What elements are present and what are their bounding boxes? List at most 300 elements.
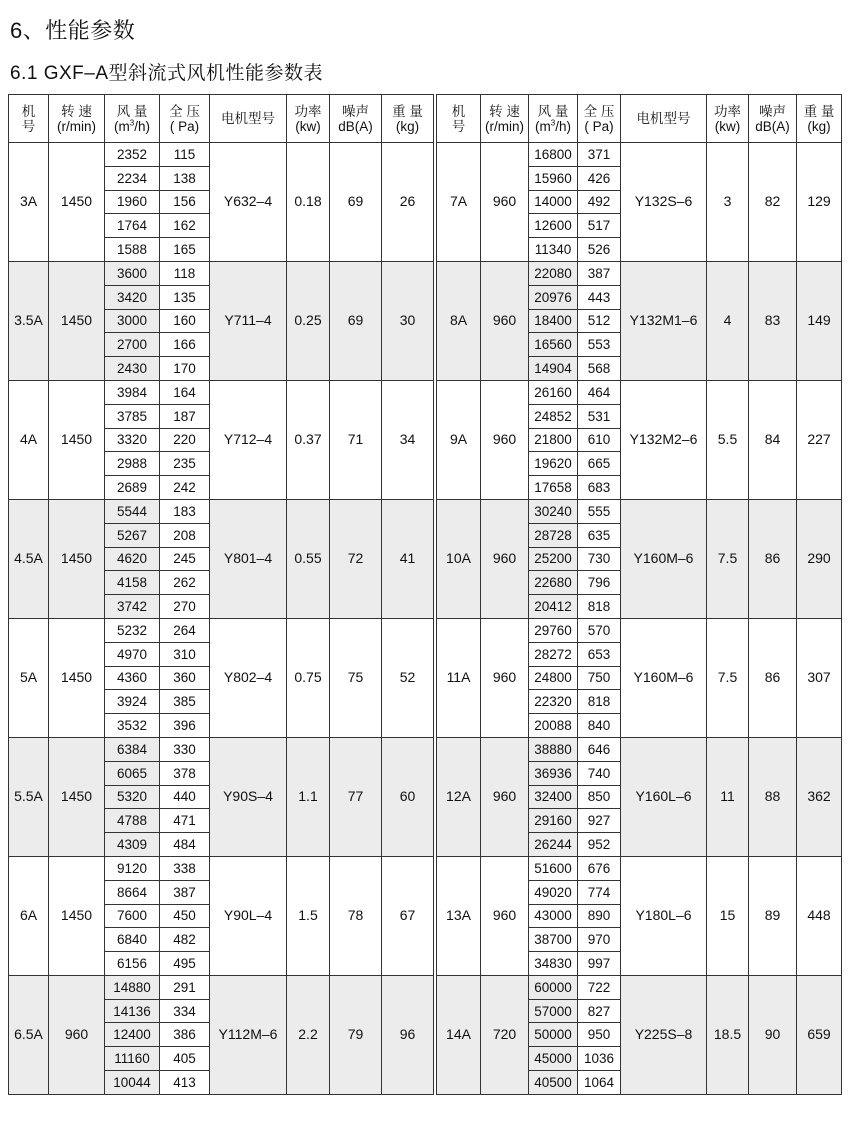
cell-airflow: 18400 — [529, 309, 578, 333]
cell-pressure: 676 — [578, 856, 621, 880]
cell-motor: Y160M–6 — [621, 499, 707, 618]
cell-speed: 1450 — [49, 618, 105, 737]
header-weight-line2: (kg) — [395, 118, 420, 134]
cell-airflow: 3320 — [105, 428, 160, 452]
cell-motor: Y225S–8 — [621, 975, 707, 1094]
header-speed-line2: (r/min) — [485, 118, 524, 134]
cell-pressure: 570 — [578, 618, 621, 642]
header-airflow-unit-a: (m — [114, 118, 130, 134]
header-model-line1: 机 — [21, 103, 36, 119]
cell-pressure: 338 — [160, 856, 210, 880]
cell-airflow: 30240 — [529, 499, 578, 523]
header-airflow-unit-b: /h) — [555, 118, 571, 134]
cell-pressure: 1036 — [578, 1047, 621, 1071]
cell-noise: 83 — [749, 261, 797, 380]
cell-airflow: 26244 — [529, 833, 578, 857]
cell-airflow: 3984 — [105, 380, 160, 404]
cell-airflow: 34830 — [529, 952, 578, 976]
header-pressure — [160, 95, 210, 143]
cell-airflow: 60000 — [529, 975, 578, 999]
cell-airflow: 5267 — [105, 523, 160, 547]
cell-airflow: 2988 — [105, 452, 160, 476]
cell-airflow: 38880 — [529, 737, 578, 761]
table-row — [437, 618, 842, 642]
cell-motor: Y711–4 — [210, 261, 287, 380]
cell-airflow: 32400 — [529, 785, 578, 809]
cell-pressure: 426 — [578, 166, 621, 190]
cell-airflow: 20412 — [529, 595, 578, 619]
cell-airflow: 28728 — [529, 523, 578, 547]
cell-airflow: 14136 — [105, 999, 160, 1023]
cell-noise: 88 — [749, 737, 797, 856]
cell-power: 11 — [707, 737, 749, 856]
cell-airflow: 5544 — [105, 499, 160, 523]
cell-noise: 89 — [749, 856, 797, 975]
cell-pressure: 635 — [578, 523, 621, 547]
cell-model: 6A — [9, 856, 49, 975]
cell-pressure: 553 — [578, 333, 621, 357]
header-airflow-unit-sup: 3 — [550, 118, 556, 127]
cell-airflow: 43000 — [529, 904, 578, 928]
cell-power: 4 — [707, 261, 749, 380]
cell-airflow: 5320 — [105, 785, 160, 809]
cell-pressure: 665 — [578, 452, 621, 476]
cell-airflow: 1960 — [105, 190, 160, 214]
cell-speed: 960 — [481, 499, 529, 618]
cell-pressure: 385 — [160, 690, 210, 714]
cell-airflow: 2234 — [105, 166, 160, 190]
cell-noise: 79 — [330, 975, 382, 1094]
cell-airflow: 3924 — [105, 690, 160, 714]
header-pressure — [578, 95, 621, 143]
cell-pressure: 405 — [160, 1047, 210, 1071]
cell-airflow: 15960 — [529, 166, 578, 190]
cell-pressure: 264 — [160, 618, 210, 642]
cell-pressure: 242 — [160, 476, 210, 500]
cell-power: 7.5 — [707, 499, 749, 618]
cell-airflow: 25200 — [529, 547, 578, 571]
section-heading: 6、性能参数 — [10, 18, 136, 43]
cell-noise: 86 — [749, 618, 797, 737]
cell-pressure: 610 — [578, 428, 621, 452]
cell-airflow: 3742 — [105, 595, 160, 619]
table-row — [9, 737, 434, 761]
cell-pressure: 827 — [578, 999, 621, 1023]
cell-pressure: 156 — [160, 190, 210, 214]
cell-airflow: 8664 — [105, 880, 160, 904]
cell-pressure: 722 — [578, 975, 621, 999]
cell-motor: Y132S–6 — [621, 143, 707, 262]
cell-motor: Y112M–6 — [210, 975, 287, 1094]
cell-power: 18.5 — [707, 975, 749, 1094]
cell-pressure: 443 — [578, 285, 621, 309]
cell-noise: 77 — [330, 737, 382, 856]
cell-pressure: 927 — [578, 809, 621, 833]
cell-power: 1.5 — [287, 856, 330, 975]
cell-pressure: 484 — [160, 833, 210, 857]
cell-power: 5.5 — [707, 380, 749, 499]
cell-weight: 227 — [797, 380, 842, 499]
header-noise-line1: 噪声 — [759, 103, 786, 119]
cell-airflow: 38700 — [529, 928, 578, 952]
cell-weight: 67 — [382, 856, 434, 975]
cell-airflow: 45000 — [529, 1047, 578, 1071]
cell-pressure: 135 — [160, 285, 210, 309]
cell-pressure: 683 — [578, 476, 621, 500]
table-row — [437, 737, 842, 761]
header-pressure-line1: 全 压 — [169, 103, 200, 119]
cell-airflow: 21800 — [529, 428, 578, 452]
cell-pressure: 138 — [160, 166, 210, 190]
cell-power: 0.75 — [287, 618, 330, 737]
table-row — [9, 143, 434, 167]
cell-power: 7.5 — [707, 618, 749, 737]
header-row — [437, 95, 842, 143]
header-airflow-unit-sup: 3 — [129, 118, 135, 127]
table-title: 6.1 GXF–A型斜流式风机性能参数表 — [10, 63, 323, 84]
cell-airflow: 4309 — [105, 833, 160, 857]
cell-model: 13A — [437, 856, 481, 975]
cell-pressure: 115 — [160, 143, 210, 167]
cell-pressure: 330 — [160, 737, 210, 761]
cell-airflow: 14904 — [529, 357, 578, 381]
header-pressure-line2: ( Pa) — [169, 118, 200, 134]
header-weight — [797, 95, 842, 143]
fan-performance-table-right — [436, 94, 842, 1095]
cell-airflow: 2689 — [105, 476, 160, 500]
cell-airflow: 4360 — [105, 666, 160, 690]
cell-airflow: 3420 — [105, 285, 160, 309]
cell-model: 8A — [437, 261, 481, 380]
cell-speed: 960 — [481, 737, 529, 856]
cell-weight: 30 — [382, 261, 434, 380]
cell-pressure: 220 — [160, 428, 210, 452]
cell-motor: Y90S–4 — [210, 737, 287, 856]
header-model — [9, 95, 49, 143]
cell-airflow: 50000 — [529, 1023, 578, 1047]
cell-speed: 960 — [481, 856, 529, 975]
header-airflow-unit-a: (m — [535, 118, 551, 134]
header-noise-line2: dB(A) — [338, 118, 373, 134]
cell-pressure: 170 — [160, 357, 210, 381]
cell-noise: 72 — [330, 499, 382, 618]
cell-airflow: 12400 — [105, 1023, 160, 1047]
cell-airflow: 16800 — [529, 143, 578, 167]
cell-airflow: 14880 — [105, 975, 160, 999]
cell-power: 0.37 — [287, 380, 330, 499]
cell-model: 14A — [437, 975, 481, 1094]
cell-speed: 1450 — [49, 737, 105, 856]
cell-pressure: 208 — [160, 523, 210, 547]
cell-noise: 82 — [749, 143, 797, 262]
header-speed — [481, 95, 529, 143]
cell-motor: Y132M2–6 — [621, 380, 707, 499]
cell-pressure: 386 — [160, 1023, 210, 1047]
cell-airflow: 20088 — [529, 714, 578, 738]
cell-airflow: 3000 — [105, 309, 160, 333]
cell-airflow: 4158 — [105, 571, 160, 595]
cell-pressure: 568 — [578, 357, 621, 381]
cell-noise: 90 — [749, 975, 797, 1094]
table-row — [9, 499, 434, 523]
cell-weight: 96 — [382, 975, 434, 1094]
cell-airflow: 14000 — [529, 190, 578, 214]
cell-pressure: 471 — [160, 809, 210, 833]
cell-weight: 129 — [797, 143, 842, 262]
cell-model: 3.5A — [9, 261, 49, 380]
cell-pressure: 371 — [578, 143, 621, 167]
cell-pressure: 291 — [160, 975, 210, 999]
header-power-line1: 功率 — [294, 103, 322, 119]
cell-pressure: 165 — [160, 238, 210, 262]
cell-airflow: 1764 — [105, 214, 160, 238]
cell-pressure: 840 — [578, 714, 621, 738]
cell-airflow: 2430 — [105, 357, 160, 381]
cell-pressure: 310 — [160, 642, 210, 666]
header-power-line2: (kw) — [295, 118, 321, 134]
cell-airflow: 29760 — [529, 618, 578, 642]
header-noise-line2: dB(A) — [755, 118, 790, 134]
cell-pressure: 512 — [578, 309, 621, 333]
cell-pressure: 262 — [160, 571, 210, 595]
cell-power: 2.2 — [287, 975, 330, 1094]
cell-weight: 52 — [382, 618, 434, 737]
cell-airflow: 11340 — [529, 238, 578, 262]
cell-pressure: 952 — [578, 833, 621, 857]
cell-pressure: 187 — [160, 404, 210, 428]
cell-pressure: 360 — [160, 666, 210, 690]
cell-speed: 1450 — [49, 143, 105, 262]
cell-noise: 69 — [330, 261, 382, 380]
cell-pressure: 526 — [578, 238, 621, 262]
cell-power: 3 — [707, 143, 749, 262]
header-noise — [749, 95, 797, 143]
header-airflow — [529, 95, 578, 143]
cell-airflow: 11160 — [105, 1047, 160, 1071]
header-speed — [49, 95, 105, 143]
cell-pressure: 183 — [160, 499, 210, 523]
header-weight-line1: 重 量 — [392, 103, 423, 119]
header-speed-line1: 转 速 — [61, 103, 92, 119]
table-row — [9, 618, 434, 642]
header-power-line1: 功率 — [714, 103, 741, 119]
cell-pressure: 997 — [578, 952, 621, 976]
cell-airflow: 6840 — [105, 928, 160, 952]
header-model — [437, 95, 481, 143]
cell-motor: Y132M1–6 — [621, 261, 707, 380]
cell-power: 15 — [707, 856, 749, 975]
cell-pressure: 160 — [160, 309, 210, 333]
cell-airflow: 7600 — [105, 904, 160, 928]
cell-model: 9A — [437, 380, 481, 499]
cell-weight: 34 — [382, 380, 434, 499]
header-noise — [330, 95, 382, 143]
header-power — [287, 95, 330, 143]
cell-pressure: 890 — [578, 904, 621, 928]
cell-airflow: 1588 — [105, 238, 160, 262]
cell-pressure: 235 — [160, 452, 210, 476]
cell-motor: Y90L–4 — [210, 856, 287, 975]
cell-model: 11A — [437, 618, 481, 737]
cell-airflow: 49020 — [529, 880, 578, 904]
header-weight-line2: (kg) — [807, 118, 831, 134]
cell-pressure: 653 — [578, 642, 621, 666]
cell-pressure: 413 — [160, 1071, 210, 1095]
cell-pressure: 646 — [578, 737, 621, 761]
cell-power: 1.1 — [287, 737, 330, 856]
cell-airflow: 9120 — [105, 856, 160, 880]
table-row — [437, 499, 842, 523]
cell-airflow: 3600 — [105, 261, 160, 285]
cell-weight: 307 — [797, 618, 842, 737]
cell-speed: 960 — [481, 380, 529, 499]
table-row — [9, 261, 434, 285]
header-power — [707, 95, 749, 143]
cell-pressure: 378 — [160, 761, 210, 785]
table-row — [9, 380, 434, 404]
cell-motor: Y160M–6 — [621, 618, 707, 737]
cell-pressure: 1064 — [578, 1071, 621, 1095]
header-airflow-line1: 风 量 — [537, 103, 569, 119]
cell-weight: 290 — [797, 499, 842, 618]
cell-weight: 149 — [797, 261, 842, 380]
header-model-line1: 机 — [451, 103, 466, 119]
header-airflow-line1: 风 量 — [116, 103, 148, 119]
cell-pressure: 464 — [578, 380, 621, 404]
cell-airflow: 6065 — [105, 761, 160, 785]
cell-power: 0.55 — [287, 499, 330, 618]
cell-airflow: 22680 — [529, 571, 578, 595]
header-row — [9, 95, 434, 143]
cell-airflow: 51600 — [529, 856, 578, 880]
cell-pressure: 396 — [160, 714, 210, 738]
cell-noise: 78 — [330, 856, 382, 975]
cell-pressure: 555 — [578, 499, 621, 523]
cell-weight: 26 — [382, 143, 434, 262]
cell-weight: 659 — [797, 975, 842, 1094]
cell-motor: Y802–4 — [210, 618, 287, 737]
cell-airflow: 12600 — [529, 214, 578, 238]
cell-pressure: 387 — [160, 880, 210, 904]
cell-speed: 960 — [481, 143, 529, 262]
cell-weight: 60 — [382, 737, 434, 856]
cell-pressure: 531 — [578, 404, 621, 428]
cell-airflow: 28272 — [529, 642, 578, 666]
table-row — [9, 856, 434, 880]
header-motor: 电机型号 — [621, 95, 707, 143]
cell-airflow: 6384 — [105, 737, 160, 761]
cell-airflow: 4788 — [105, 809, 160, 833]
cell-pressure: 818 — [578, 690, 621, 714]
cell-airflow: 26160 — [529, 380, 578, 404]
cell-speed: 1450 — [49, 856, 105, 975]
cell-noise: 86 — [749, 499, 797, 618]
table-row — [437, 261, 842, 285]
cell-power: 0.18 — [287, 143, 330, 262]
header-power-line2: (kw) — [714, 118, 741, 134]
cell-pressure: 440 — [160, 785, 210, 809]
cell-speed: 720 — [481, 975, 529, 1094]
cell-airflow: 2700 — [105, 333, 160, 357]
cell-pressure: 162 — [160, 214, 210, 238]
header-model-line2: 号 — [21, 118, 36, 134]
cell-pressure: 492 — [578, 190, 621, 214]
cell-airflow: 24852 — [529, 404, 578, 428]
header-weight — [382, 95, 434, 143]
cell-pressure: 818 — [578, 595, 621, 619]
cell-model: 7A — [437, 143, 481, 262]
cell-pressure: 482 — [160, 928, 210, 952]
cell-airflow: 3785 — [105, 404, 160, 428]
cell-noise: 75 — [330, 618, 382, 737]
cell-airflow: 17658 — [529, 476, 578, 500]
cell-airflow: 4620 — [105, 547, 160, 571]
cell-airflow: 2352 — [105, 143, 160, 167]
cell-pressure: 495 — [160, 952, 210, 976]
header-airflow — [105, 95, 160, 143]
table-row — [437, 380, 842, 404]
cell-airflow: 40500 — [529, 1071, 578, 1095]
cell-pressure: 334 — [160, 999, 210, 1023]
cell-airflow: 10044 — [105, 1071, 160, 1095]
cell-airflow: 5232 — [105, 618, 160, 642]
cell-speed: 960 — [481, 618, 529, 737]
cell-motor: Y632–4 — [210, 143, 287, 262]
header-weight-line1: 重 量 — [803, 103, 835, 119]
cell-model: 5.5A — [9, 737, 49, 856]
header-pressure-line2: ( Pa) — [584, 118, 614, 134]
cell-motor: Y801–4 — [210, 499, 287, 618]
cell-model: 3A — [9, 143, 49, 262]
cell-pressure: 740 — [578, 761, 621, 785]
cell-pressure: 850 — [578, 785, 621, 809]
cell-weight: 362 — [797, 737, 842, 856]
fan-performance-table-left — [8, 94, 434, 1095]
cell-speed: 960 — [481, 261, 529, 380]
cell-pressure: 517 — [578, 214, 621, 238]
header-motor: 电机型号 — [210, 95, 287, 143]
cell-pressure: 796 — [578, 571, 621, 595]
table-row — [9, 975, 434, 999]
cell-pressure: 270 — [160, 595, 210, 619]
cell-noise: 84 — [749, 380, 797, 499]
cell-motor: Y712–4 — [210, 380, 287, 499]
cell-speed: 960 — [49, 975, 105, 1094]
header-pressure-line1: 全 压 — [583, 103, 615, 119]
cell-pressure: 950 — [578, 1023, 621, 1047]
cell-model: 4.5A — [9, 499, 49, 618]
cell-speed: 1450 — [49, 261, 105, 380]
cell-pressure: 387 — [578, 261, 621, 285]
cell-speed: 1450 — [49, 499, 105, 618]
table-row — [437, 975, 842, 999]
header-noise-line1: 噪声 — [342, 103, 369, 119]
cell-airflow: 57000 — [529, 999, 578, 1023]
cell-pressure: 450 — [160, 904, 210, 928]
header-speed-line2: (r/min) — [57, 118, 96, 134]
cell-weight: 448 — [797, 856, 842, 975]
cell-model: 4A — [9, 380, 49, 499]
cell-pressure: 730 — [578, 547, 621, 571]
cell-airflow: 16560 — [529, 333, 578, 357]
header-model-line2: 号 — [451, 118, 466, 134]
cell-airflow: 3532 — [105, 714, 160, 738]
table-row — [437, 143, 842, 167]
cell-pressure: 245 — [160, 547, 210, 571]
cell-noise: 71 — [330, 380, 382, 499]
cell-model: 6.5A — [9, 975, 49, 1094]
cell-airflow: 4970 — [105, 642, 160, 666]
